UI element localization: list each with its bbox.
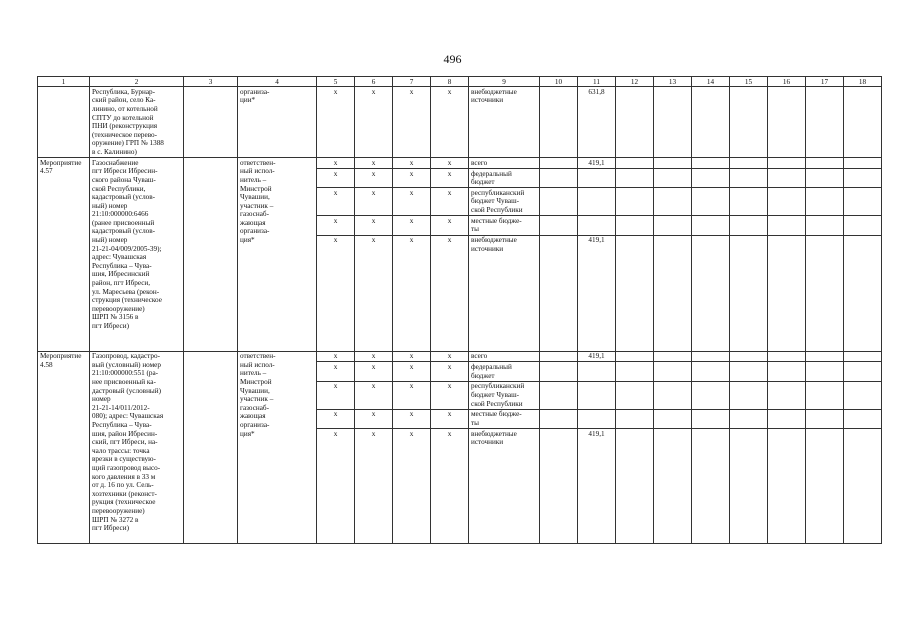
code-cell: х: [355, 188, 393, 216]
code-cell: х: [317, 87, 355, 158]
empty-cell: [730, 351, 768, 362]
empty-cell: [768, 168, 806, 187]
empty-cell: [540, 87, 578, 158]
empty-cell: [730, 235, 768, 351]
code-cell: х: [317, 158, 355, 169]
code-cell: х: [431, 188, 469, 216]
empty-cell: [654, 429, 692, 544]
code-cell: х: [431, 158, 469, 169]
empty-cell: [616, 235, 654, 351]
code-cell: х: [355, 216, 393, 235]
empty-cell: [540, 168, 578, 187]
funding-source: внебюджетные источники: [469, 87, 540, 158]
empty-cell: [844, 235, 882, 351]
code-cell: х: [355, 158, 393, 169]
empty-cell: [730, 362, 768, 381]
amount-value: 419,1: [578, 235, 616, 351]
empty-cell: [806, 235, 844, 351]
empty-cell: [806, 409, 844, 428]
code-cell: х: [317, 168, 355, 187]
column-header-12: 12: [616, 77, 654, 87]
empty-cell: [844, 381, 882, 409]
empty-cell: [654, 216, 692, 235]
code-cell: х: [393, 235, 431, 351]
empty-cell: [692, 362, 730, 381]
amount-value: 419,1: [578, 158, 616, 169]
code-cell: х: [355, 168, 393, 187]
empty-cell: [768, 188, 806, 216]
empty-cell: [806, 381, 844, 409]
empty-cell: [692, 216, 730, 235]
empty-cell: [844, 409, 882, 428]
amount-value: [578, 188, 616, 216]
empty-cell: [540, 381, 578, 409]
code-cell: х: [393, 429, 431, 544]
empty-cell: [844, 168, 882, 187]
empty-cell: [654, 235, 692, 351]
empty-cell: [844, 188, 882, 216]
empty-cell: [540, 362, 578, 381]
funding-source: республиканский бюджет Чуваш- ской Республики: [469, 381, 540, 409]
column-header-4: 4: [238, 77, 317, 87]
empty-cell: [184, 87, 238, 158]
measure-number: Мероприятие 4.57: [38, 158, 90, 352]
amount-value: [578, 381, 616, 409]
empty-cell: [540, 188, 578, 216]
column-header-2: 2: [90, 77, 184, 87]
amount-value: 419,1: [578, 429, 616, 544]
column-header-1: 1: [38, 77, 90, 87]
funding-source: внебюджетные источники: [469, 235, 540, 351]
funding-source: федеральный бюджет: [469, 362, 540, 381]
code-cell: х: [317, 351, 355, 362]
empty-cell: [616, 168, 654, 187]
code-cell: х: [355, 429, 393, 544]
empty-cell: [768, 351, 806, 362]
funding-source: внебюджетные источники: [469, 429, 540, 544]
amount-value: [578, 168, 616, 187]
code-cell: х: [317, 235, 355, 351]
code-cell: х: [355, 409, 393, 428]
code-cell: х: [393, 409, 431, 428]
empty-cell: [616, 87, 654, 158]
column-header-15: 15: [730, 77, 768, 87]
empty-cell: [692, 188, 730, 216]
empty-cell: [654, 168, 692, 187]
empty-cell: [768, 362, 806, 381]
empty-cell: [806, 158, 844, 169]
code-cell: х: [355, 351, 393, 362]
empty-cell: [730, 381, 768, 409]
responsible-executor: организа- ции*: [238, 87, 317, 158]
empty-cell: [654, 351, 692, 362]
empty-cell: [844, 216, 882, 235]
empty-cell: [730, 429, 768, 544]
funding-source: федеральный бюджет: [469, 168, 540, 187]
empty-cell: [806, 87, 844, 158]
table-row: [38, 351, 882, 362]
empty-cell: [806, 188, 844, 216]
code-cell: х: [317, 429, 355, 544]
amount-value: [578, 362, 616, 381]
amount-value: 631,8: [578, 87, 616, 158]
funding-source: местные бюдже- ты: [469, 216, 540, 235]
program-table: [37, 76, 882, 544]
empty-cell: [616, 351, 654, 362]
code-cell: х: [393, 87, 431, 158]
empty-cell: [184, 158, 238, 352]
amount-value: [578, 409, 616, 428]
empty-cell: [692, 87, 730, 158]
code-cell: х: [393, 188, 431, 216]
code-cell: х: [431, 351, 469, 362]
code-cell: х: [317, 409, 355, 428]
empty-cell: [540, 351, 578, 362]
funding-source: республиканский бюджет Чуваш- ской Республики: [469, 188, 540, 216]
column-header-10: 10: [540, 77, 578, 87]
empty-cell: [616, 188, 654, 216]
code-cell: х: [431, 168, 469, 187]
empty-cell: [730, 168, 768, 187]
column-header-5: 5: [317, 77, 355, 87]
column-header-3: 3: [184, 77, 238, 87]
empty-cell: [730, 87, 768, 158]
empty-cell: [654, 158, 692, 169]
empty-cell: [806, 216, 844, 235]
column-header-14: 14: [692, 77, 730, 87]
empty-cell: [768, 429, 806, 544]
empty-cell: [692, 409, 730, 428]
empty-cell: [844, 362, 882, 381]
amount-value: [578, 216, 616, 235]
empty-cell: [806, 429, 844, 544]
empty-cell: [692, 168, 730, 187]
empty-cell: [768, 158, 806, 169]
empty-cell: [616, 381, 654, 409]
empty-cell: [844, 158, 882, 169]
empty-cell: [692, 351, 730, 362]
column-header-17: 17: [806, 77, 844, 87]
code-cell: х: [431, 409, 469, 428]
column-header-8: 8: [431, 77, 469, 87]
measure-number: Мероприятие 4.58: [38, 351, 90, 544]
empty-cell: [692, 235, 730, 351]
code-cell: х: [393, 381, 431, 409]
empty-cell: [654, 381, 692, 409]
code-cell: х: [393, 216, 431, 235]
empty-cell: [692, 158, 730, 169]
empty-cell: [844, 429, 882, 544]
empty-cell: [184, 351, 238, 544]
empty-cell: [768, 381, 806, 409]
empty-cell: [616, 409, 654, 428]
empty-cell: [654, 409, 692, 428]
code-cell: х: [317, 216, 355, 235]
empty-cell: [730, 158, 768, 169]
empty-cell: [806, 168, 844, 187]
code-cell: х: [355, 235, 393, 351]
code-cell: х: [431, 381, 469, 409]
measure-description: Республика, Бурнар- ский район, село Ка- линино, от котельной СПТУ до котельной ПНИ (реконструкция (техническое перево- оружение) ГРП № 1388 в с. Калинино): [90, 87, 184, 158]
measure-description: Газоснабжение пгт Ибреси Ибресин- ского района Чуваш- ской Республики, кадастровый (услов- ный) номер 21:10:000000:6466 (ранее присвоенный кадастровый (услов- ный) номер 21-21-04/009/2005-39); адрес: Чувашская Республика – Чува- шия, Ибресинский район, пгт Ибреси, ул. Маресьева (рекон- струкция (техническое перевооружение) ШРП № 3156 в пгт Ибреси): [90, 158, 184, 352]
code-cell: х: [431, 362, 469, 381]
code-cell: х: [431, 235, 469, 351]
empty-cell: [654, 188, 692, 216]
code-cell: х: [393, 362, 431, 381]
empty-cell: [654, 87, 692, 158]
empty-cell: [616, 429, 654, 544]
empty-cell: [768, 87, 806, 158]
empty-cell: [692, 429, 730, 544]
code-cell: х: [431, 216, 469, 235]
empty-cell: [768, 409, 806, 428]
code-cell: х: [431, 429, 469, 544]
empty-cell: [730, 409, 768, 428]
amount-value: 419,1: [578, 351, 616, 362]
code-cell: х: [355, 362, 393, 381]
funding-source: местные бюдже- ты: [469, 409, 540, 428]
page-number: 496: [443, 52, 462, 66]
code-cell: х: [431, 87, 469, 158]
empty-cell: [692, 381, 730, 409]
column-header-9: 9: [469, 77, 540, 87]
code-cell: х: [317, 381, 355, 409]
responsible-executor: ответствен- ный испол- нитель – Минстрой Чувашии, участник – газоснаб- жающая организа- ция*: [238, 158, 317, 352]
empty-cell: [844, 351, 882, 362]
table-row: [38, 87, 882, 158]
column-header-13: 13: [654, 77, 692, 87]
code-cell: х: [317, 362, 355, 381]
code-cell: х: [355, 87, 393, 158]
empty-cell: [730, 216, 768, 235]
empty-cell: [730, 188, 768, 216]
empty-cell: [768, 216, 806, 235]
empty-cell: [540, 235, 578, 351]
table-row: [38, 158, 882, 169]
code-cell: х: [355, 381, 393, 409]
funding-source: всего: [469, 351, 540, 362]
code-cell: х: [317, 188, 355, 216]
empty-cell: [806, 362, 844, 381]
header-row: [38, 77, 882, 87]
column-header-7: 7: [393, 77, 431, 87]
funding-source: всего: [469, 158, 540, 169]
column-header-6: 6: [355, 77, 393, 87]
measure-description: Газопровод, кадастро- вый (условный) номер 21:10:000000:551 (ра- нее присвоенный ка- дастровый (условный) номер 21-21-14/011/2012- 080); адрес: Чувашская Республика – Чува- шия, район Ибресин- ский, пгт Ибреси, на- чало трассы: точка врезки в существую- щий газопровод высо- кого давления в 33 м от д. 16 по ул. Сель- хозтехники (реконст- рукция (техническое перевооружение) ШРП № 3272 в пгт Ибреси): [90, 351, 184, 544]
empty-cell: [616, 362, 654, 381]
empty-cell: [540, 429, 578, 544]
column-header-11: 11: [578, 77, 616, 87]
empty-cell: [616, 158, 654, 169]
empty-cell: [540, 409, 578, 428]
empty-cell: [654, 362, 692, 381]
empty-cell: [806, 351, 844, 362]
empty-cell: [540, 158, 578, 169]
responsible-executor: ответствен- ный испол- нитель – Минстрой Чувашии, участник – газоснаб- жающая организа- ция*: [238, 351, 317, 544]
measure-number: [38, 87, 90, 158]
empty-cell: [540, 216, 578, 235]
code-cell: х: [393, 168, 431, 187]
code-cell: х: [393, 351, 431, 362]
empty-cell: [616, 216, 654, 235]
column-header-16: 16: [768, 77, 806, 87]
empty-cell: [768, 235, 806, 351]
column-header-18: 18: [844, 77, 882, 87]
code-cell: х: [393, 158, 431, 169]
empty-cell: [844, 87, 882, 158]
